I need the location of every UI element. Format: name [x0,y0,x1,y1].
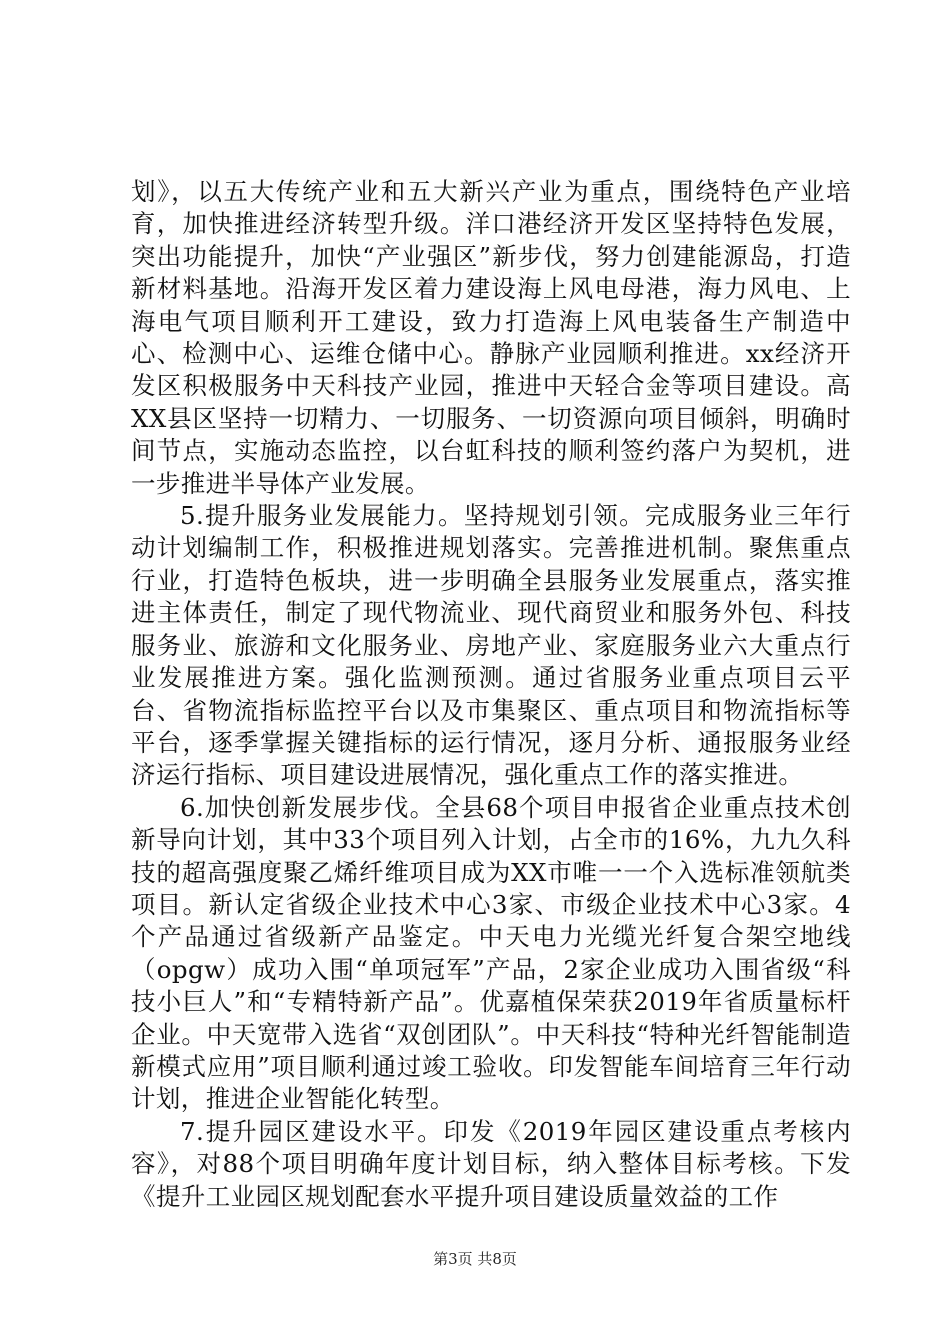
paragraph-continuation: 划》，以五大传统产业和五大新兴产业为重点，围绕特色产业培育，加快推进经济转型升级。洋口港经济开发区坚持特色发展，突出功能提升，加快“产业强区”新步伐，努力创建能源岛，打造新材料基地。沿海开发区着力建设海上风电母港，海力风电、上海电气项目顺利开工建设，致力打造海上风电装备生产制造中心、检测中心、运维仓储中心。静脉产业园顺利推进。xx经济开发区积极服务中天科技产业园，推进中天轻合金等项目建设。高XX县区坚持一切精力、一切服务、一切资源向项目倾斜，明确时间节点，实施动态监控，以台虹科技的顺利签约落户为契机，进一步推进半导体产业发展。 [131,177,851,498]
page-footer: 第3页 共8页 [433,1250,517,1268]
paragraph-park-construction: 7.提升园区建设水平。印发《2019年园区建设重点考核内容》，对88个项目明确年度计划目标，纳入整体目标考核。下发《提升工业园区规划配套水平提升项目建设质量效益的工作 [131,1116,851,1211]
document-body [131,176,851,1213]
paragraph-innovation: 6.加快创新发展步伐。全县68个项目申报省企业重点技术创新导向计划，其中33个项目列入计划，占全市的16%，九九久科技的超高强度聚乙烯纤维项目成为XX市唯一一个入选标准领航类项目。新认定省级企业技术中心3家、市级企业技术中心3家。4个产品通过省级新产品鉴定。中天电力光缆光纤复合架空地线（opgw）成功入围“单项冠军”产品，2家企业成功入围省级“科技小巨人”和“专精特新产品”。优嘉植保荣获2019年省质量标杆企业。中天宽带入选省“双创团队”。中天科技“特种光纤智能制造新模式应用”项目顺利通过竣工验收。印发智能车间培育三年行动计划，推进企业智能化转型。 [131,792,851,1114]
paragraph-service-industry: 5.提升服务业发展能力。坚持规划引领。完成服务业三年行动计划编制工作，积极推进规划落实。完善推进机制。聚焦重点行业，打造特色板块，进一步明确全县服务业发展重点，落实推进主体责任，制定了现代物流业、现代商贸业和服务外包、科技服务业、旅游和文化服务业、房地产业、家庭服务业六大重点行业发展推进方案。强化监测预测。通过省服务业重点项目云平台、省物流指标监控平台以及市集聚区、重点项目和物流指标等平台，逐季掌握关键指标的运行情况，逐月分析、通报服务业经济运行指标、项目建设进展情况，强化重点工作的落实推进。 [131,501,851,790]
